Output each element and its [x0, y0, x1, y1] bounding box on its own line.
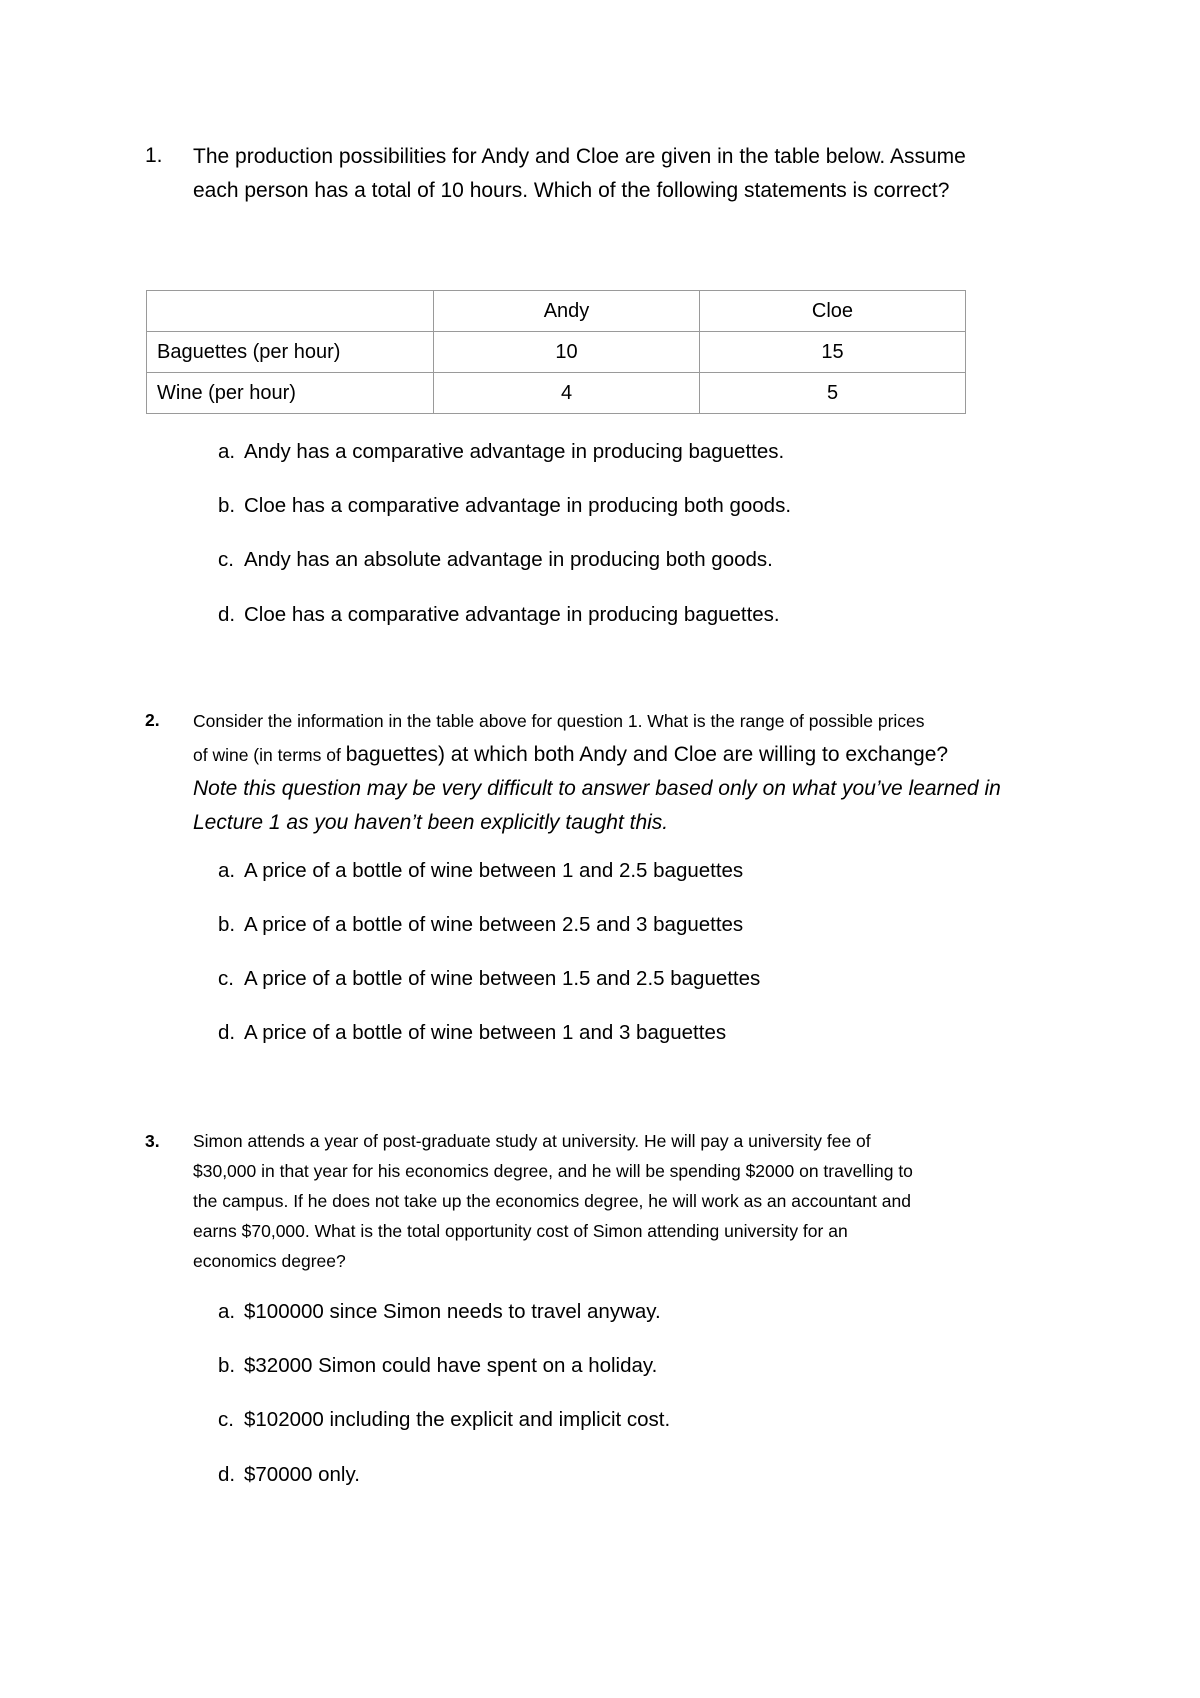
question-text — [193, 704, 1073, 840]
option-c — [218, 967, 760, 991]
question-text-line: economics degree? — [193, 1251, 346, 1271]
option-letter: c. — [218, 1408, 234, 1431]
option-letter: b. — [218, 1354, 236, 1377]
option-a — [218, 1300, 661, 1324]
question-note: Lecture 1 as you haven’t been explicitly taught this. — [193, 811, 669, 834]
option-letter: a. — [218, 859, 236, 882]
table-header-row — [147, 291, 966, 332]
question-text-line: Simon attends a year of post-graduate study at university. He will pay a university fee of — [193, 1131, 871, 1151]
option-letter: b. — [218, 913, 236, 936]
question-text-line: each person has a total of 10 hours. Which of the following statements is correct? — [193, 179, 950, 202]
option-text: A price of a bottle of wine between 2.5 and 3 baguettes — [244, 913, 744, 936]
question-text-line: earns $70,000. What is the total opportunity cost of Simon attending university for an — [193, 1221, 848, 1241]
option-c — [218, 548, 773, 572]
option-text: Cloe has a comparative advantage in producing baguettes. — [244, 603, 780, 626]
option-text: $100000 since Simon needs to travel anyway. — [244, 1300, 661, 1323]
option-letter: b. — [218, 494, 236, 517]
table-cell: 15 — [700, 332, 966, 373]
option-b — [218, 1354, 657, 1378]
option-text: A price of a bottle of wine between 1 and 2.5 baguettes — [244, 859, 744, 882]
option-d — [218, 603, 780, 627]
option-text: A price of a bottle of wine between 1.5 and 2.5 baguettes — [244, 967, 761, 990]
question-text — [193, 140, 1073, 208]
question-number: 3. — [145, 1131, 160, 1151]
option-a — [218, 859, 743, 883]
question-text-line: $30,000 in that year for his economics degree, and he will be spending $2000 on travelling to — [193, 1161, 913, 1181]
option-d — [218, 1021, 726, 1045]
question-text-part: baguettes) at which both Andy and Cloe are willing to exchange? — [345, 743, 949, 766]
table-header-andy: Andy — [434, 291, 700, 332]
option-text: Cloe has a comparative advantage in producing both goods. — [244, 494, 792, 517]
option-text: Andy has a comparative advantage in producing baguettes. — [244, 440, 785, 463]
table-cell: 4 — [434, 373, 700, 414]
option-b — [218, 913, 743, 937]
question-text-line: the campus. If he does not take up the economics degree, he will work as an accountant and — [193, 1191, 911, 1211]
option-text: A price of a bottle of wine between 1 and 3 baguettes — [244, 1021, 727, 1044]
question-text-part: of wine (in terms of — [193, 745, 346, 765]
table-row — [147, 332, 966, 373]
table-header-cloe: Cloe — [700, 291, 966, 332]
option-text: Andy has an absolute advantage in producing both goods. — [244, 548, 773, 571]
option-letter: c. — [218, 548, 234, 571]
option-letter: c. — [218, 967, 234, 990]
option-letter: d. — [218, 1463, 236, 1486]
question-number: 2. — [145, 710, 160, 730]
question-text-line: The production possibilities for Andy and Cloe are given in the table below. Assume — [193, 145, 966, 168]
option-letter: d. — [218, 1021, 236, 1044]
row-label: Wine (per hour) — [147, 373, 434, 414]
option-letter: a. — [218, 440, 236, 463]
table-cell: 10 — [434, 332, 700, 373]
table-row — [147, 373, 966, 414]
option-d — [218, 1463, 360, 1487]
question-text — [193, 1126, 1073, 1276]
option-a — [218, 440, 784, 464]
option-text: $102000 including the explicit and implicit cost. — [244, 1408, 671, 1431]
question-text-line — [193, 738, 1073, 772]
table-cell: 5 — [700, 373, 966, 414]
table-cell — [147, 291, 434, 332]
option-text: $32000 Simon could have spent on a holiday. — [244, 1354, 658, 1377]
option-letter: d. — [218, 603, 236, 626]
question-note: Note this question may be very difficult to answer based only on what you’ve learned in — [193, 777, 1001, 800]
question-text-line: Consider the information in the table above for question 1. What is the range of possible prices — [193, 711, 925, 731]
row-label: Baguettes (per hour) — [147, 332, 434, 373]
option-c — [218, 1408, 670, 1432]
option-text: $70000 only. — [244, 1463, 360, 1486]
question-number: 1. — [145, 144, 163, 167]
option-letter: a. — [218, 1300, 236, 1323]
production-table — [146, 290, 966, 414]
option-b — [218, 494, 791, 518]
